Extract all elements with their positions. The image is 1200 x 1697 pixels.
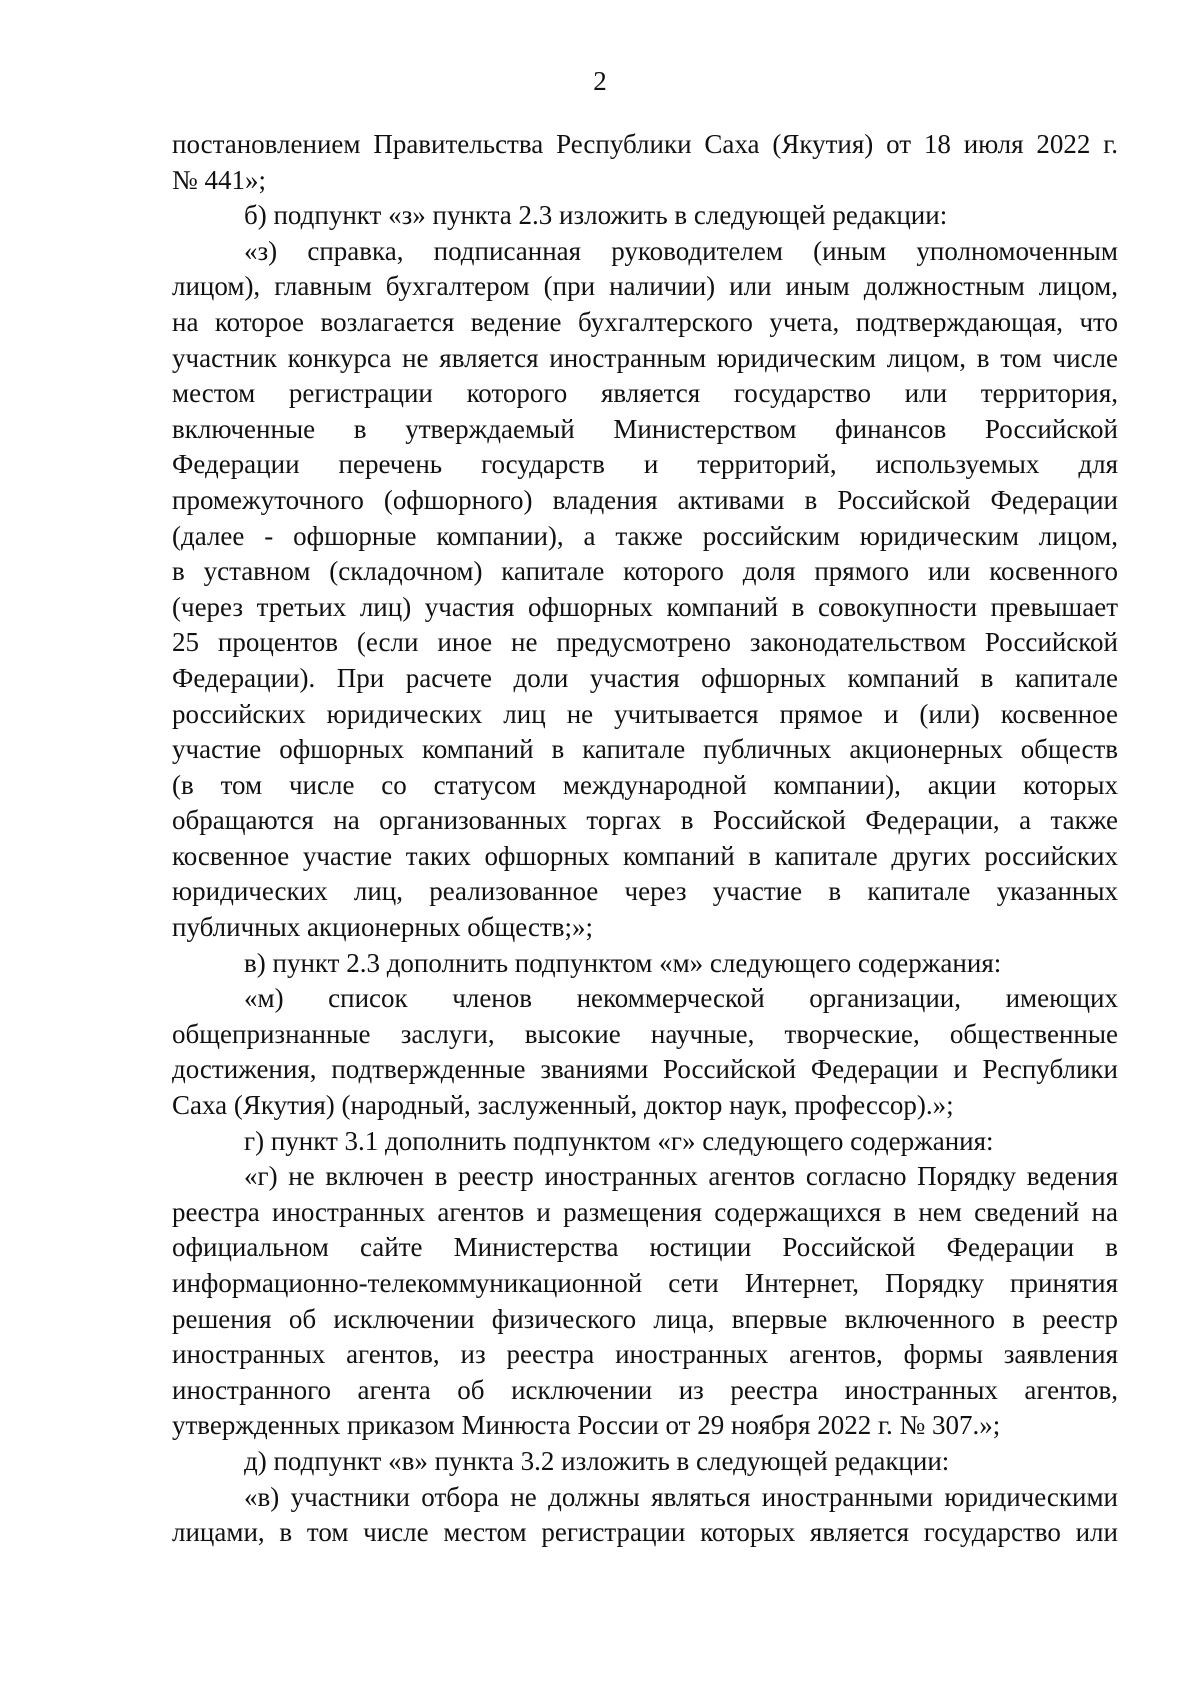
text-line: промежуточного (офшорного) владения активами в Российской Федерации (172, 484, 1118, 515)
text-line: юридических лиц, реализованное через участие в капитале указанных (172, 876, 1118, 907)
text-line: (далее - офшорные компании), а также российским юридическим лицом, (172, 520, 1118, 551)
text-line: утвержденных приказом Минюста России от 29 ноября 2022 г. № 307.»; (172, 1410, 1001, 1441)
text-line: публичных акционерных обществ;»; (172, 912, 593, 943)
text-line: лицом), главным бухгалтером (при наличии) или иным должностным лицом, (172, 271, 1118, 302)
text-line: «м) список членов некоммерческой организации, имеющих (244, 983, 1118, 1014)
text-line: иностранного агента об исключении из реестра иностранных агентов, (172, 1374, 1118, 1405)
text-line: б) подпункт «з» пункта 2.3 изложить в следующей редакции: (244, 200, 948, 231)
text-line: участие офшорных компаний в капитале публичных акционерных обществ (172, 734, 1118, 765)
text-line: обращаются на организованных торгах в Российской Федерации, а также (172, 805, 1118, 836)
text-line: включенные в утверждаемый Министерством финансов Российской (172, 413, 1118, 444)
text-line: 25 процентов (если иное не предусмотрено законодательством Российской (172, 627, 1118, 658)
text-line: косвенное участие таких офшорных компаний в капитале других российских (172, 840, 1118, 871)
text-line: «в) участники отбора не должны являться иностранными юридическими (244, 1481, 1118, 1512)
text-line: реестра иностранных агентов и размещения содержащихся в нем сведений на (172, 1196, 1118, 1227)
text-line: местом регистрации которого является государство или территория, (172, 378, 1118, 409)
text-line: № 441»; (172, 164, 267, 195)
text-line: на которое возлагается ведение бухгалтерского учета, подтверждающая, что (172, 306, 1118, 337)
text-line: официальном сайте Министерства юстиции Российской Федерации в (172, 1232, 1118, 1263)
text-line: «г) не включен в реестр иностранных агентов согласно Порядку ведения (244, 1161, 1118, 1192)
text-line: российских юридических лиц не учитывается прямое и (или) косвенное (172, 698, 1118, 729)
page-number: 2 (593, 66, 607, 96)
text-line: Саха (Якутия) (народный, заслуженный, доктор наук, профессор).»; (172, 1090, 954, 1121)
text-line: (в том числе со статусом международной компании), акции которых (172, 769, 1118, 800)
text-line: участник конкурса не является иностранным юридическим лицом, в том числе (172, 342, 1118, 373)
text-line: в) пункт 2.3 дополнить подпунктом «м» следующего содержания: (244, 947, 1002, 978)
text-line: (через третьих лиц) участия офшорных компаний в совокупности превышает (172, 591, 1118, 622)
text-line: лицами, в том числе местом регистрации которых является государство или (172, 1517, 1118, 1548)
text-line: информационно-телекоммуникационной сети Интернет, Порядку принятия (172, 1268, 1118, 1298)
text-line: г) пункт 3.1 дополнить подпунктом «г» следующего содержания: (244, 1125, 994, 1156)
text-line: «з) справка, подписанная руководителем (иным уполномоченным (244, 235, 1118, 266)
text-line: иностранных агентов, из реестра иностранных агентов, формы заявления (172, 1339, 1118, 1370)
document-body (172, 127, 1118, 1551)
text-line: решения об исключении физического лица, впервые включенного в реестр (172, 1303, 1118, 1334)
text-line: д) подпункт «в» пункта 3.2 изложить в следующей редакции: (244, 1445, 950, 1476)
text-line: постановлением Правительства Республики Саха (Якутия) от 18 июля 2022 г. (172, 129, 1118, 159)
text-line: общепризнанные заслуги, высокие научные, творческие, общественные (172, 1018, 1118, 1049)
text-line: Федерации). При расчете доли участия офшорных компаний в капитале (172, 662, 1118, 693)
text-line: в уставном (складочном) капитале которого доля прямого или косвенного (172, 556, 1118, 587)
text-line: Федерации перечень государств и территорий, используемых для (172, 449, 1118, 480)
text-line: достижения, подтвержденные званиями Российской Федерации и Республики (172, 1054, 1118, 1085)
